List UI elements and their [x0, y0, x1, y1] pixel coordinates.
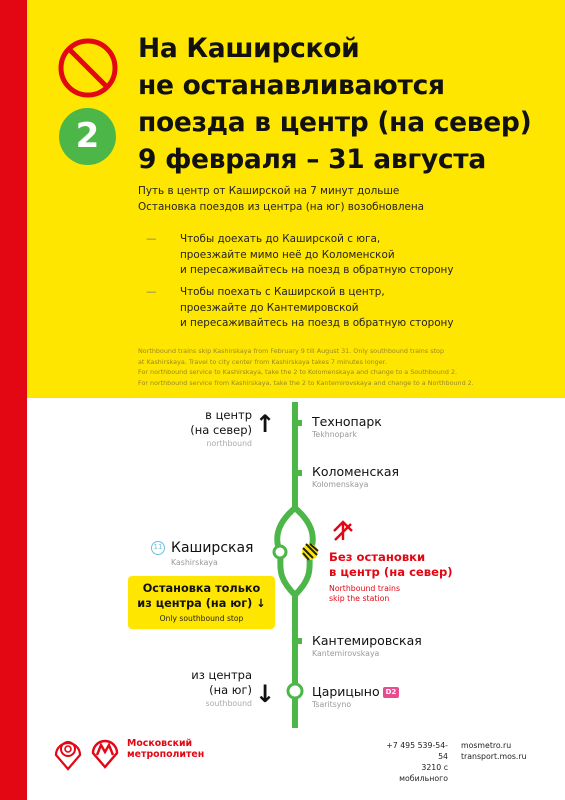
no-stop-latin-line: skip the station — [329, 594, 390, 603]
direction-line: (на юг) — [209, 683, 252, 697]
no-stop-latin-line: Northbound trains — [329, 584, 401, 593]
direction-line: в центр — [205, 408, 252, 422]
english-line: at Kashirskaya. Travel to city center from Kashirskaya takes 7 minutes longer. — [138, 357, 387, 366]
station-latin: Kashirskaya — [171, 558, 218, 567]
metro-logo-text — [127, 738, 204, 760]
left-red-stripe — [0, 0, 27, 800]
english-line: Northbound trains skip Kashirskaya from February 9 till August 31. Only southbound trains stop — [138, 347, 445, 355]
stop-box-line: Остановка только — [142, 582, 261, 595]
no-stop-line: Без остановки — [329, 550, 426, 564]
line-11-badge: 11 — [151, 541, 165, 555]
dash-marker: — — [146, 286, 157, 298]
site-link: transport.mos.ru — [461, 752, 527, 761]
station-kolomenskaya: Коломенская — [312, 464, 400, 479]
southbound-label — [160, 668, 252, 698]
title-line: На Каширской — [138, 33, 360, 64]
phone-line: +7 495 539-54-54 — [386, 741, 448, 761]
title-line: поезда в центр (на север) — [138, 107, 532, 138]
southbound-stop-box — [128, 576, 275, 629]
english-line: For northbound service to Kashirskaya, take the 2 to Kolomenskaya and change to a Southbound 2. — [138, 368, 458, 376]
transport-logo-icon — [52, 735, 84, 771]
website-contacts — [461, 740, 527, 762]
stop-box-text — [128, 582, 275, 611]
no-stop-latin — [329, 584, 400, 604]
instruction-line: Чтобы поехать с Каширской в центр, — [180, 286, 385, 298]
instruction-line: и пересаживайтесь на поезд в обратную сторону — [180, 317, 454, 329]
arrow-up-icon: ↑ — [255, 410, 276, 438]
stop-box-line: из центра (на юг) ↓ — [137, 596, 266, 610]
no-entry-icon — [57, 37, 119, 99]
site-link: mosmetro.ru — [461, 741, 512, 750]
station-kashirskaya: Каширская — [171, 540, 254, 556]
station-latin: Tekhnopark — [312, 430, 357, 439]
d2-badge: D2 — [383, 687, 400, 698]
station-kantemirovskaya: Кантемировская — [312, 633, 422, 648]
direction-line: из центра — [191, 668, 252, 682]
direction-line: (на север) — [190, 423, 252, 437]
stop-box-latin: Only southbound stop — [159, 614, 244, 623]
no-stop-notice — [329, 550, 453, 579]
instruction-line: и пересаживайтесь на поезд в обратную сторону — [180, 264, 454, 276]
instruction-line: проезжайте до Кантемировской — [180, 301, 359, 314]
instruction-line: проезжайте мимо неё до Коломенской — [180, 248, 395, 261]
logo-line: метрополитен — [127, 749, 205, 760]
arrow-down-icon: ↓ — [255, 680, 276, 708]
southbound-latin: southbound — [205, 699, 252, 708]
northbound-label — [160, 408, 252, 438]
page-title — [138, 30, 548, 178]
english-notice — [138, 346, 548, 388]
title-line: 9 февраля – 31 августа — [138, 144, 486, 175]
no-stop-line: в центр (на север) — [329, 564, 453, 579]
logo-line: Московский — [127, 738, 193, 749]
phone-line: 3210 с мобильного — [399, 763, 448, 783]
station-tsaritsyno — [312, 684, 399, 699]
no-northbound-icon — [331, 518, 355, 542]
station-latin: Kantemirovskaya — [312, 649, 380, 658]
station-name: Царицыно — [312, 684, 380, 699]
line-2-badge: 2 — [59, 108, 116, 165]
metro-logo-icon — [90, 737, 120, 769]
station-tekhnopark: Технопарк — [312, 414, 382, 429]
phone-contacts — [378, 740, 448, 784]
dash-marker: — — [146, 233, 157, 245]
northbound-latin: northbound — [206, 439, 252, 448]
title-line: не останавливаются — [138, 70, 445, 101]
english-line: For northbound service from Kashirskaya, take the 2 to Kantemirovskaya and change to a Northbound 2. — [138, 378, 474, 387]
instruction-line: Чтобы доехать до Каширской с юга, — [180, 233, 381, 245]
station-latin: Tsaritsyno — [312, 700, 352, 709]
summary-line: Путь в центр от Каширской на 7 минут дольше — [138, 185, 400, 197]
summary-text — [138, 184, 538, 215]
station-latin: Kolomenskaya — [312, 480, 369, 489]
summary-line: Остановка поездов из центра (на юг) возобновлена — [138, 200, 425, 213]
